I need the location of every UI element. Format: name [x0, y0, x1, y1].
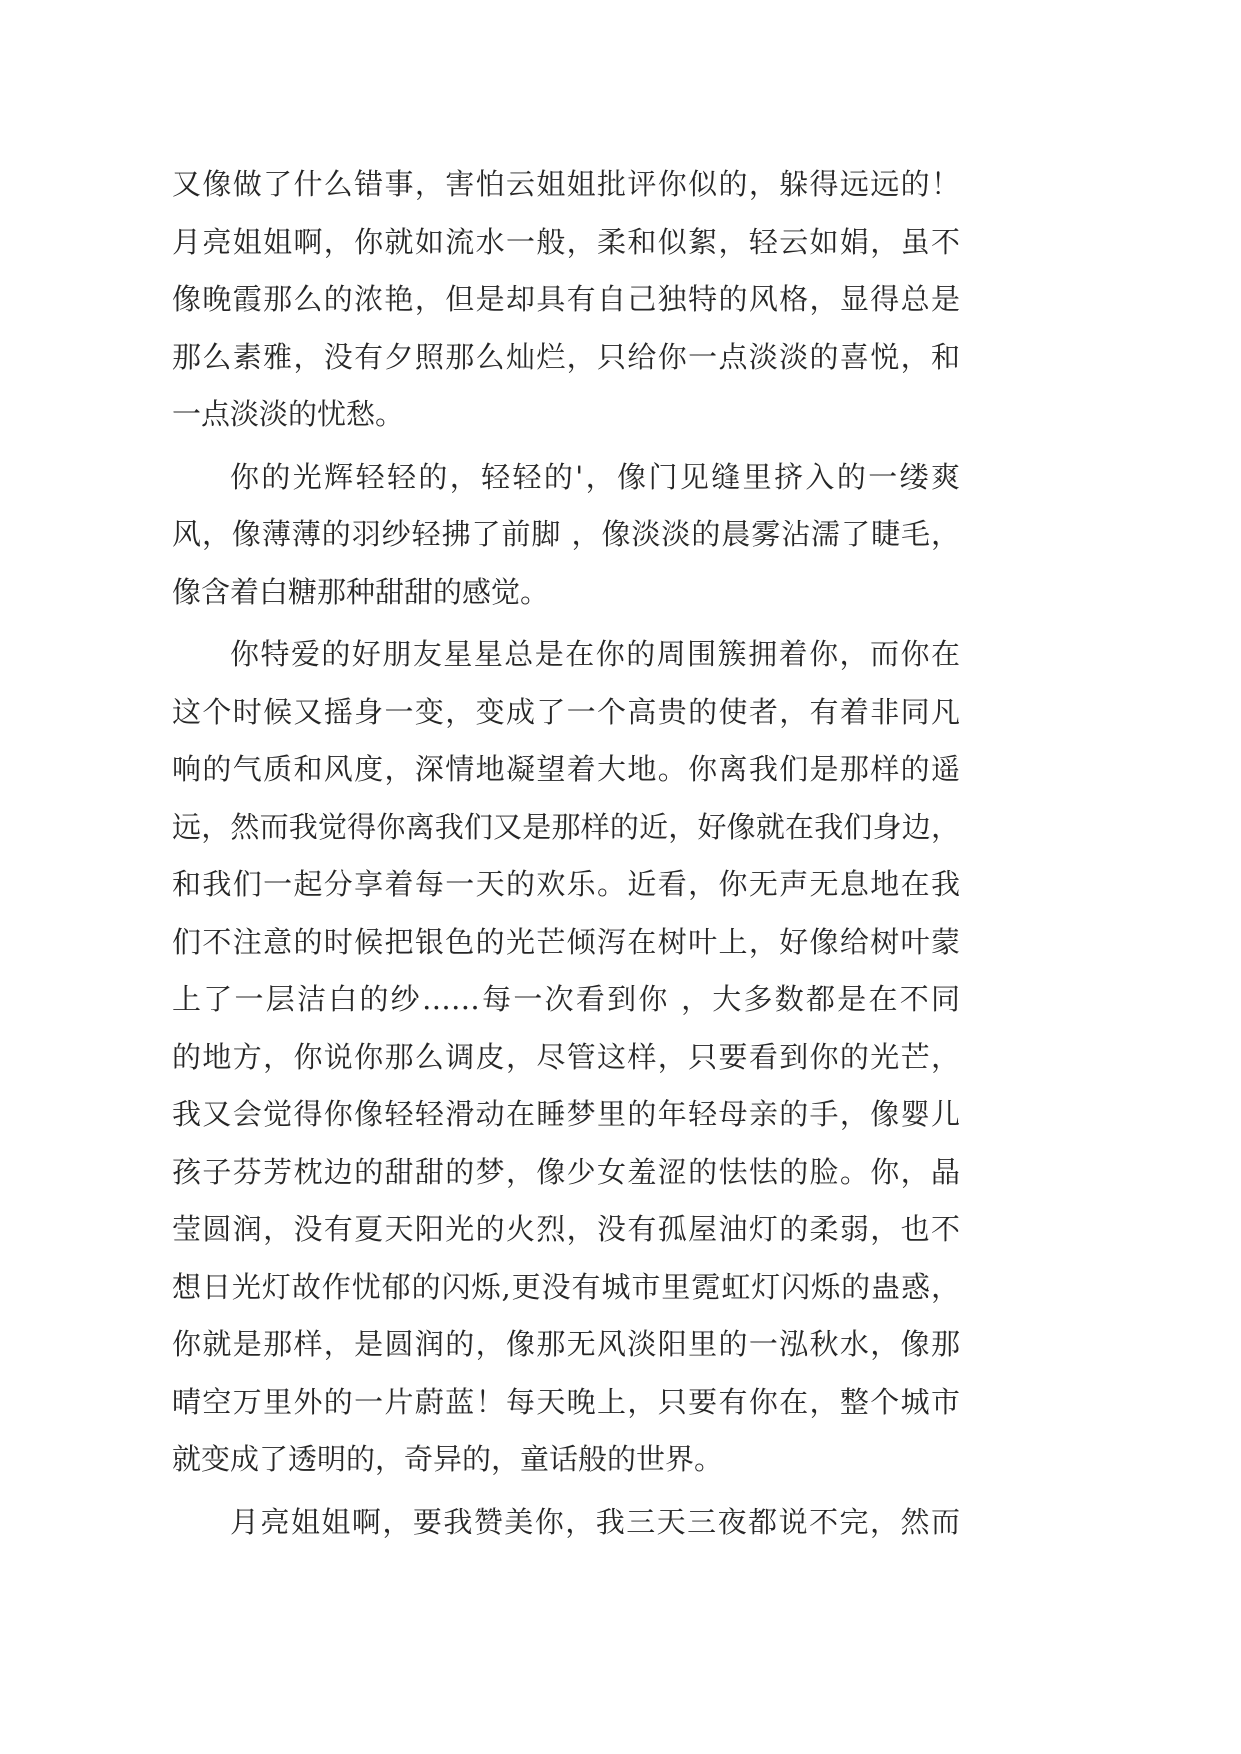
text-line: 晴空万里外的一片蔚蓝！每天晚上，只要有你在，整个城市 [172, 1384, 960, 1419]
text-line: 和我们一起分享着每一天的欢乐。近看，你无声无息地在我 [172, 867, 960, 901]
text-line: 莹圆润，没有夏天阳光的火烈，没有孤屋油灯的柔弱，也不 [172, 1212, 960, 1246]
text-line: 那么素雅，没有夕照那么灿烂，只给你一点淡淡的喜悦，和 [172, 339, 960, 374]
text-line: 一点淡淡的忧愁。 [172, 397, 405, 431]
text-line: 这个时候又摇身一变，变成了一个高贵的使者，有着非同凡 [172, 694, 960, 729]
text-line: 像含着白糖那种甜甜的感觉。 [172, 574, 550, 609]
text-line: 风，像薄薄的羽纱轻拂了前脚 ，像淡淡的晨雾沾濡了睫毛， [172, 517, 960, 551]
paragraph [172, 1494, 960, 1552]
text-line: 像晚霞那么的浓艳，但是却具有自己独特的风格，显得总是 [172, 282, 960, 316]
paragraph [172, 626, 960, 1489]
text-line: 们不注意的时候把银色的光芒倾泻在树叶上，好像给树叶蒙 [172, 924, 960, 959]
text-line: 远，然而我觉得你离我们又是那样的近，好像就在我们身边， [172, 809, 960, 844]
text-line: 孩子芬芳枕边的甜甜的梦，像少女羞涩的怯怯的脸。你，晶 [172, 1154, 960, 1189]
text-line: 你特爱的好朋友星星总是在你的周围簇拥着你，而你在 [230, 637, 960, 671]
text-line: 就变成了透明的，奇异的，童话般的世界。 [172, 1442, 724, 1476]
text-line: 我又会觉得你像轻轻滑动在睡梦里的年轻母亲的手，像婴儿 [172, 1097, 960, 1131]
text-line: 想日光灯故作忧郁的闪烁,更没有城市里霓虹灯闪烁的蛊惑， [172, 1269, 960, 1304]
body-text [172, 156, 960, 1551]
text-line: 你就是那样，是圆润的，像那无风淡阳里的一泓秋水，像那 [172, 1327, 960, 1361]
text-line: 月亮姐姐啊，要我赞美你，我三天三夜都说不完，然而 [230, 1504, 960, 1539]
text-line: 又像做了什么错事，害怕云姐姐批评你似的，躲得远远的！ [172, 167, 960, 201]
paragraph [172, 156, 960, 444]
text-line: 你的光辉轻轻的，轻轻的'，像门见缝里挤入的一缕爽 [230, 459, 960, 494]
text-line: 月亮姐姐啊，你就如流水一般，柔和似絮，轻云如娟，虽不 [172, 224, 960, 259]
text-line: 响的气质和风度，深情地凝望着大地。你离我们是那样的遥 [172, 752, 960, 786]
paragraph [172, 449, 960, 622]
text-line: 的地方，你说你那么调皮，尽管这样，只要看到你的光芒， [172, 1039, 960, 1074]
text-line: 上了一层洁白的纱……每一次看到你 ，大多数都是在不同 [172, 982, 960, 1016]
